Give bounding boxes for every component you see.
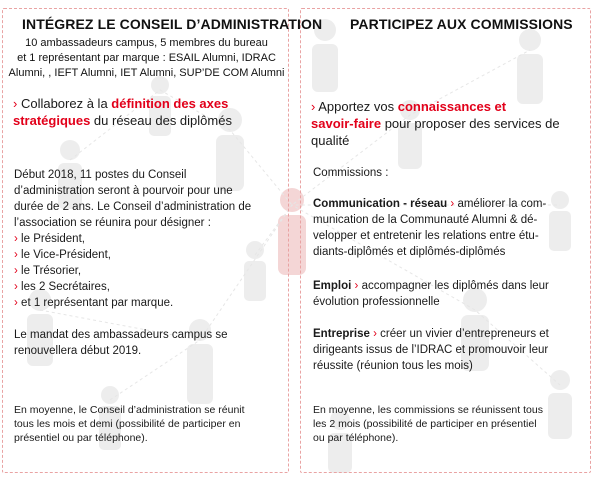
footer-line: En moyenne, les commissions se réunissent tous <box>313 404 543 416</box>
lead-commissions <box>311 98 589 149</box>
role-item <box>14 231 286 247</box>
footer-line: tous les mois et demi (possibilité de participer en <box>14 418 241 430</box>
lead-text: du réseau des diplômés <box>90 113 232 128</box>
commission-text: diants-diplômés et diplômés-diplômés <box>313 246 506 258</box>
commission-text: évolution professionnelle <box>313 296 440 308</box>
chevron-right-icon: › <box>354 280 359 292</box>
card-title-commissions: PARTICIPEZ AUX COMMISSIONS <box>350 16 573 32</box>
chevron-right-icon: › <box>311 99 316 114</box>
mandate-line: Le mandat des ambassadeurs campus se <box>14 329 228 341</box>
lead-highlight: définition des axes stratégiques <box>13 96 229 128</box>
lead-text: Apportez vos <box>315 99 398 114</box>
role-item <box>14 295 286 311</box>
chevron-right-icon: › <box>14 233 18 245</box>
chevron-right-icon: › <box>14 249 18 261</box>
paragraph-line: l’association se réunira pour désigner : <box>14 217 211 229</box>
mandate-paragraph <box>14 327 286 359</box>
lead-highlight: connaissances et <box>397 99 507 114</box>
footer-line: ou par téléphone). <box>313 432 399 444</box>
commission-text: accompagner les diplômés dans leur <box>358 280 549 292</box>
chevron-right-icon: › <box>13 96 18 111</box>
role-label: et 1 représentant par marque. <box>21 297 174 309</box>
commission-name: Communication - réseau <box>313 198 448 210</box>
commission-first-line <box>313 278 591 294</box>
chevron-right-icon: › <box>450 198 455 210</box>
chevron-right-icon: › <box>14 265 18 277</box>
lead-text: pour proposer des services de <box>381 116 560 131</box>
conseil-footer <box>14 403 288 445</box>
commission-first-line <box>313 196 591 212</box>
commissions-label: Commissions : <box>313 167 389 179</box>
paragraph-line: Début 2018, 11 postes du Conseil <box>14 169 187 181</box>
commission-text: munication de la Communauté Alumni & dé- <box>313 214 538 226</box>
subtitle-line: Alumni, , IEFT Alumni, IET Alumni, SUP’DE COM Alumni <box>8 67 285 79</box>
commission-name: Entreprise <box>313 328 370 340</box>
subtitle-line: 10 ambassadeurs campus, 5 membres du bureau <box>25 37 268 49</box>
conseil-paragraph <box>14 167 286 311</box>
commission-item <box>313 278 591 310</box>
chevron-right-icon: › <box>14 281 18 293</box>
role-label: les 2 Secrétaires, <box>21 281 110 293</box>
chevron-right-icon: › <box>373 328 377 340</box>
role-item <box>14 263 286 279</box>
commission-text: dirigeants issus de l’IDRAC et promouvoir leur <box>313 344 549 356</box>
role-label: le Trésorier, <box>21 265 82 277</box>
lead-line <box>311 115 589 132</box>
subtitle-line: et 1 représentant par marque : ESAIL Alumni, IDRAC <box>17 52 276 64</box>
commission-first-line <box>313 326 591 342</box>
commission-item <box>313 326 591 374</box>
commission-text: améliorer la com- <box>454 198 547 210</box>
mandate-line: renouvellera début 2019. <box>14 345 142 357</box>
lead-text: qualité <box>311 133 350 148</box>
footer-line: En moyenne, le Conseil d’administration se réunit <box>14 404 245 416</box>
commission-text: créer un vivier d’entrepreneurs et <box>376 328 549 340</box>
commission-name: Emploi <box>313 280 352 292</box>
card-title-conseil: INTÉGREZ LE CONSEIL D’ADMINISTRATION <box>22 16 323 32</box>
lead-line <box>311 98 589 115</box>
footer-line: présentiel ou par téléphone). <box>14 432 148 444</box>
lead-text: Collaborez à la <box>17 96 112 111</box>
commissions-footer <box>313 403 591 445</box>
card-subtitle-conseil <box>6 36 287 81</box>
lead-highlight: savoir-faire <box>311 116 382 131</box>
footer-line: les 2 mois (possibilité de participer en présentiel <box>313 418 537 430</box>
commission-item <box>313 196 591 260</box>
commission-text: velopper et entretenir les relations entre étu- <box>313 230 539 242</box>
paragraph-line: durée de 2 ans. Le Conseil d’administration de <box>14 201 252 213</box>
role-label: le Vice-Président, <box>21 249 111 261</box>
role-item <box>14 279 286 295</box>
paragraph-line: d’administration seront à pourvoir pour une <box>14 185 233 197</box>
lead-conseil <box>13 95 283 129</box>
commission-text: réussite (réunion tous les mois) <box>313 360 473 372</box>
chevron-right-icon: › <box>14 297 18 309</box>
role-label: le Président, <box>21 233 85 245</box>
role-item <box>14 247 286 263</box>
